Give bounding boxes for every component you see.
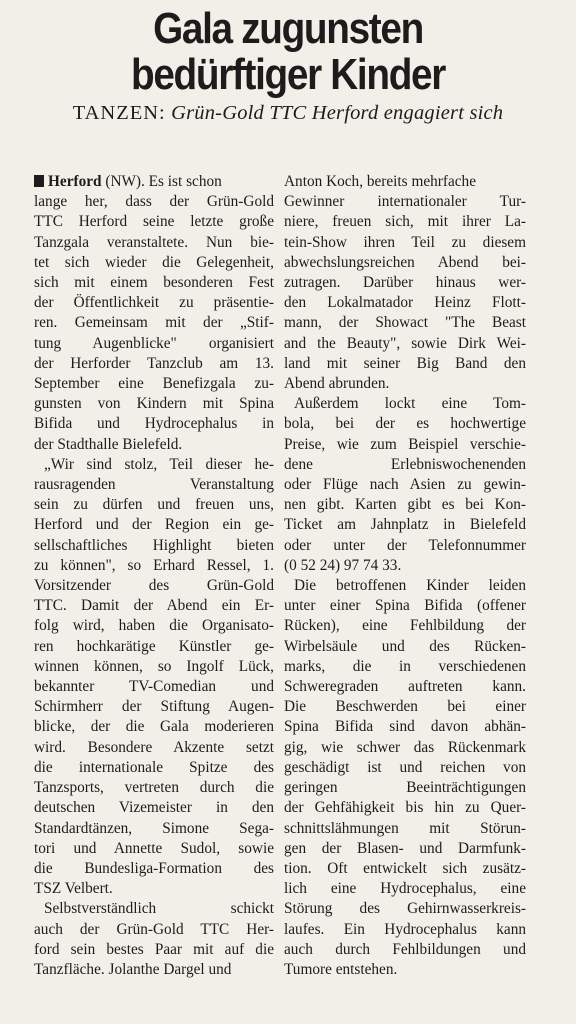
text-line: bola, bei der es hochwertige (284, 415, 526, 433)
text-line: lange her, dass der Grün-Gold (34, 193, 274, 211)
text-line: Tanzfläche. Jolanthe Dargel und (34, 960, 232, 978)
text-line: Die Beschwerden bei einer (284, 698, 526, 716)
text-line: geschädigt ist und reichen von (284, 758, 526, 776)
text-line: zutragen. Darüber hinaus wer- (284, 274, 526, 292)
headline-line-2: bedürftiger Kinder (131, 50, 445, 99)
text-line: tion. Oft entwickelt sich zusätz- (284, 859, 526, 877)
text-line: tet sich wieder die Gelegenheit, (34, 253, 274, 271)
text-line: Abend abrunden. (284, 375, 390, 393)
subheadline-text: Grün-Gold TTC Herford engagiert sich (171, 102, 504, 124)
text-line: rausragenden Veranstaltung (34, 476, 274, 494)
text-line: schnittslähmungen mit Störun- (284, 819, 526, 837)
text-line: lich eine Hydrocephalus, eine (284, 880, 526, 898)
text-line: Die betroffenen Kinder leiden (294, 577, 526, 595)
text-line: zu können", so Erhard Ressel, 1. (34, 556, 274, 574)
text-line: tung Augenblicke" organisiert (34, 334, 274, 352)
text-line: der Gehfähigkeit bis hin zu Quer- (284, 799, 526, 817)
text-line: TTC Herford seine letzte große (34, 213, 274, 231)
left-column (34, 172, 274, 980)
text-line: Ticket am Jahnplatz in Bielefeld (284, 516, 526, 534)
text-line: Preise, wie zum Beispiel verschie- (284, 435, 526, 453)
text-line: den Lokalmatador Heinz Flott- (284, 294, 526, 312)
text-line: Tanzgala veranstaltete. Nun bie- (34, 233, 274, 251)
text-line: wird. Besondere Akzente setzt (34, 738, 274, 756)
text-line: blicke, der die Gala moderieren (34, 718, 274, 736)
text-line: „Wir sind stolz, Teil dieser he- (44, 455, 274, 473)
text-line: der Stadthalle Bielefeld. (34, 435, 183, 453)
text-line: tori und Annette Sudol, sowie (34, 839, 274, 857)
text-line: Standardtänzen, Simone Sega- (34, 819, 274, 837)
text-line: Bifida und Hydrocephalus in (34, 415, 274, 433)
text-line: auch durch Fehlbildungen und (284, 940, 526, 958)
text-line: Selbstverständlich schickt (44, 900, 274, 918)
text-line: and the Beauty", sowie Dirk Wei- (284, 334, 526, 352)
text-line: Störung des Gehirnwasserkreis- (284, 900, 526, 918)
text-line: marks, die in verschiedenen (284, 657, 526, 675)
text-line: Wirbelsäule und des Rücken- (284, 637, 526, 655)
text-line: unter einer Spina Bifida (offener (284, 597, 526, 615)
headline-line-1: Gala zugunsten (153, 4, 423, 53)
text-line: ren. Gemeinsam mit der „Stif- (34, 314, 274, 332)
text-line: TTC. Damit der Abend ein Er- (34, 597, 274, 615)
text-line: gunsten von Kindern mit Spina (34, 395, 274, 413)
text-line: der Öffentlichkeit zu präsentie- (34, 294, 274, 312)
text-line-content: (NW). Es ist schon (101, 173, 222, 190)
dateline-place: Herford (48, 173, 102, 190)
text-line: Schirmherr der Stiftung Augen- (34, 698, 274, 716)
text-line: dene Erlebniswochenenden (284, 455, 526, 473)
text-line: Gewinner internationaler Tur- (284, 193, 526, 211)
text-line: Anton Koch, bereits mehrfache (284, 173, 476, 190)
text-line: Tumore entstehen. (284, 960, 398, 978)
text-line: Rücken), eine Fehlbildung der (284, 617, 526, 635)
text-line: sein zu dürfen und freuen uns, (34, 496, 274, 514)
text-line: die internationale Spitze des (34, 758, 274, 776)
square-bullet-icon (34, 175, 44, 187)
text-line: bekannter TV-Comedian und (34, 678, 274, 696)
text-line: Herford und der Region ein ge- (34, 516, 274, 534)
text-line: nen gibt. Karten gibt es bei Kon- (284, 496, 526, 514)
text-line: der Herforder Tanzclub am 13. (34, 354, 274, 372)
text-line: ford sein bestes Paar mit auf die (34, 940, 274, 958)
text-line: deutschen Vizemeister in den (34, 799, 274, 817)
text-line: ren hochkarätige Künstler ge- (34, 637, 274, 655)
text-line: abwechslungsreichen Abend bei- (284, 253, 526, 271)
text-line: Schweregraden auftreten kann. (284, 678, 526, 696)
text-line (34, 172, 274, 192)
text-line: winnen können, so Ingolf Lück, (34, 657, 274, 675)
text-line: Tanzsports, vertreten durch die (34, 779, 274, 797)
text-line: sich mit einem besonderen Fest (34, 274, 274, 292)
right-column (284, 172, 526, 980)
text-line: land mit seiner Big Band den (284, 354, 526, 372)
kicker: TANZEN: (72, 102, 166, 124)
text-line: oder unter der Telefonnummer (284, 536, 526, 554)
text-line: folg wird, haben die Organisato- (34, 617, 274, 635)
text-line: sellschaftliches Highlight bieten (34, 536, 274, 554)
text-line: auch der Grün-Gold TTC Her- (34, 920, 274, 938)
text-line: (0 52 24) 97 74 33. (284, 556, 402, 574)
text-line: niere, freuen sich, mit ihrer La- (284, 213, 526, 231)
text-line: Außerdem lockt eine Tom- (294, 395, 526, 413)
text-line: oder Flüge nach Asien zu gewin- (284, 476, 526, 494)
text-line: gig, wie schwer das Rückenmark (284, 738, 526, 756)
text-line: TSZ Velbert. (34, 880, 113, 898)
text-line: die Bundesliga-Formation des (34, 859, 274, 877)
text-line: gen der Blasen- und Darmfunk- (284, 839, 526, 857)
text-line: geringen Beeinträchtigungen (284, 779, 526, 797)
subheadline (0, 102, 576, 125)
text-line: September eine Benefizgala zu- (34, 375, 274, 393)
headline (35, 0, 542, 98)
text-line: Spina Bifida sind davon abhän- (284, 718, 526, 736)
text-line: mann, der Showact "The Beast (284, 314, 526, 332)
text-line: tein-Show ihren Teil zu diesem (284, 233, 526, 251)
text-line: laufes. Ein Hydrocephalus kann (284, 920, 526, 938)
text-line: Vorsitzender des Grün-Gold (34, 577, 274, 595)
